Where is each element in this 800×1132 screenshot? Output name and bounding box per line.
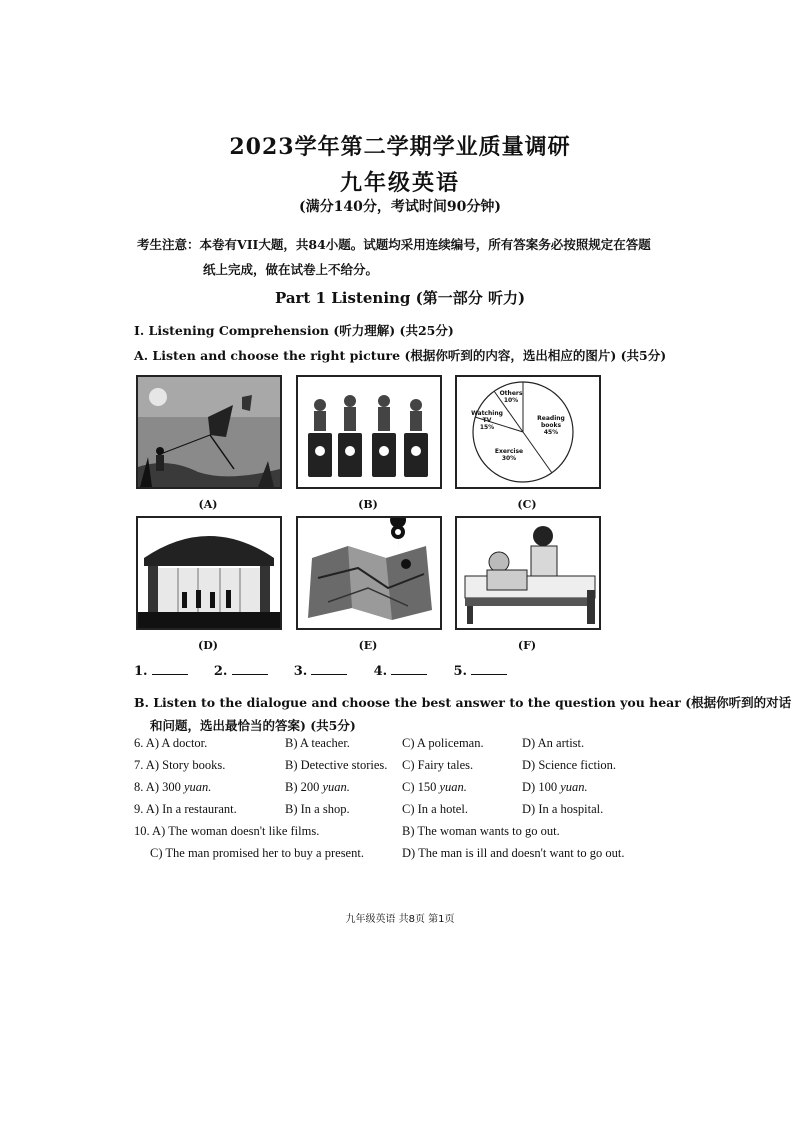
picture-label-c: (C)	[517, 498, 537, 511]
pie-label-tv-2: TV	[482, 417, 492, 424]
q10-option-d: D) The man is ill and doesn't want to go out.	[402, 846, 625, 860]
q9-option-d: D) In a hospital.	[522, 802, 604, 816]
q8-option-c: C) 150 yuan.	[402, 780, 467, 794]
map-picture	[296, 516, 442, 630]
exam-notice	[137, 232, 677, 282]
notice-line-2: 纸上完成，做在试卷上不给分。	[203, 262, 379, 277]
pie-pct-exercise: 30%	[501, 455, 517, 462]
answer-blank-4[interactable]: 4.	[374, 662, 428, 679]
q10-option-b: B) The woman wants to go out.	[402, 824, 560, 838]
q9-option-c: C) In a hotel.	[402, 802, 468, 816]
pie-pct-tv: 15%	[479, 424, 495, 431]
part-1-title: Part 1 Listening (第一部分 听力)	[274, 289, 526, 307]
q6-option-d: D) An artist.	[522, 736, 585, 750]
section-B-heading-1: B. Listen to the dialogue and choose the best answer to the question you hear (根据你听到的对话	[134, 695, 792, 710]
q6-option-b: B) A teacher.	[285, 736, 350, 750]
pie-label-reading-2: books	[540, 422, 562, 429]
pie-chart-picture	[455, 375, 601, 489]
notice-line-1: 考生注意：本卷有VII大题，共84小题。试题均采用连续编号，所有答案务必按照规定在答题	[137, 237, 651, 252]
answer-blank-2[interactable]: 2.	[214, 662, 268, 679]
section-I-heading: I. Listening Comprehension (听力理解) (共25分)	[134, 323, 454, 338]
q10-option-c: C) The man promised her to buy a present.	[150, 846, 364, 860]
kite-flying-picture	[136, 375, 282, 489]
q6-option-a: 6. A) A doctor.	[134, 736, 208, 750]
picture-label-a: (A)	[198, 498, 218, 511]
exam-subject: 九年级英语	[339, 170, 460, 196]
picture-label-b: (B)	[358, 498, 378, 511]
q6-option-c: C) A policeman.	[402, 736, 484, 750]
answer-blank-3[interactable]: 3.	[294, 662, 348, 679]
answer-blanks	[134, 662, 529, 679]
q7-option-b: B) Detective stories.	[285, 758, 388, 772]
concert-stage-picture	[136, 516, 282, 630]
q9-option-b: B) In a shop.	[285, 802, 350, 816]
section-A-heading: A. Listen and choose the right picture (根据你听到的内容，选出相应的图片) (共5分)	[134, 348, 667, 363]
pie-label-others: Others	[499, 390, 523, 397]
nurse-patient-picture	[455, 516, 601, 630]
q8-option-a: 8. A) 300 yuan.	[134, 780, 212, 794]
pie-pct-reading: 45%	[543, 429, 559, 436]
pie-pct-others: 10%	[503, 397, 519, 404]
q7-option-c: C) Fairy tales.	[402, 758, 474, 772]
exam-title: 2023学年第二学期学业质量调研	[229, 134, 571, 160]
answer-blank-5[interactable]: 5.	[453, 662, 507, 679]
section-B-heading-2: 和问题，选出最恰当的答案) (共5分)	[150, 718, 356, 733]
picture-label-d: (D)	[198, 639, 218, 652]
picture-label-f: (F)	[517, 639, 537, 652]
answer-blank-1[interactable]: 1.	[134, 662, 188, 679]
q7-option-d: D) Science fiction.	[522, 758, 617, 772]
q9-option-a: 9. A) In a restaurant.	[134, 802, 237, 816]
q8-option-b: B) 200 yuan.	[285, 780, 350, 794]
q7-option-a: 7. A) Story books.	[134, 758, 226, 772]
q10-option-a: 10. A) The woman doesn't like films.	[134, 824, 320, 838]
pie-label-tv-1: Watching	[471, 410, 503, 417]
q8-option-d: D) 100 yuan.	[522, 780, 588, 794]
exam-score-time: (满分140分，考试时间90分钟)	[299, 199, 501, 215]
recycling-bins-picture	[296, 375, 442, 489]
page-footer: 九年级英语 共8页 第1页	[345, 914, 455, 925]
pie-label-reading-1: Reading	[537, 415, 565, 422]
pie-label-exercise: Exercise	[494, 448, 524, 455]
picture-label-e: (E)	[358, 639, 378, 652]
